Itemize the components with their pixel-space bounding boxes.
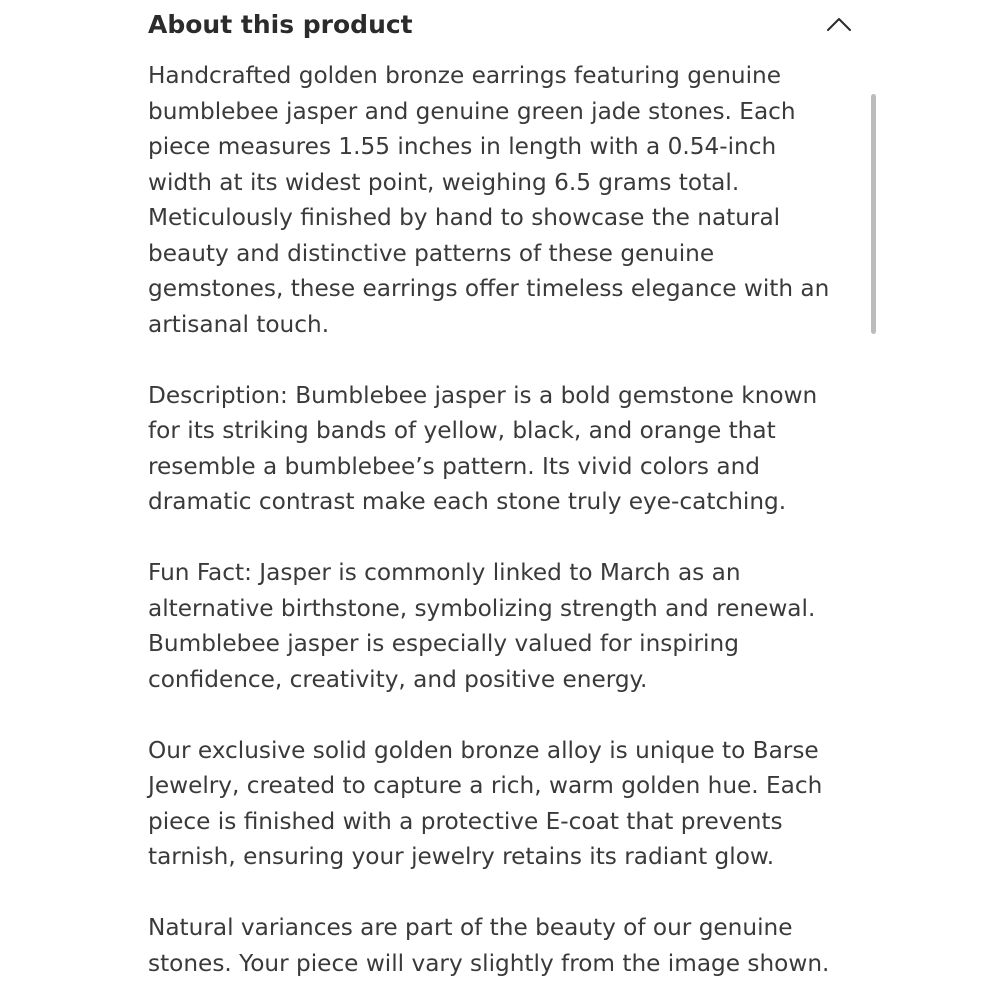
description-paragraph-intro: [148, 58, 858, 342]
paragraph-line: gemstones, these earrings offer timeless elegance with an: [148, 275, 830, 302]
paragraph-line: width at its widest point, weighing 6.5 grams total.: [148, 168, 740, 196]
paragraph-line: bumblebee jasper and genuine green jade stones. Each: [148, 97, 796, 125]
section-header[interactable]: [148, 6, 858, 46]
paragraph-line: Handcrafted golden bronze earrings featuring genuine: [148, 62, 781, 89]
paragraph-line: stones. Your piece will vary slightly from the image shown.: [148, 949, 830, 977]
collapse-toggle-button[interactable]: [824, 10, 854, 40]
paragraph-line: artisanal touch.: [148, 310, 330, 338]
paragraph-line: dramatic contrast make each stone truly eye-catching.: [148, 488, 787, 515]
description-paragraph-stone: [148, 378, 858, 520]
section-title: About this product: [148, 10, 413, 39]
paragraph-line: Jewelry, created to capture a rich, warm golden hue. Each: [148, 772, 823, 799]
description-paragraph-variance: [148, 910, 858, 981]
paragraph-line: Natural variances are part of the beauty of our genuine: [148, 914, 793, 941]
paragraph-line: for its striking bands of yellow, black, and orange that: [148, 417, 776, 444]
paragraph-line: Description: Bumblebee jasper is a bold gemstone known: [148, 381, 818, 409]
description-paragraph-alloy: [148, 733, 858, 875]
paragraph-line: piece is finished with a protective E-coat that prevents: [148, 807, 783, 835]
product-description: [148, 58, 858, 1000]
paragraph-line: tarnish, ensuring your jewelry retains its radiant glow.: [148, 843, 775, 870]
description-paragraph-fun-fact: [148, 555, 858, 697]
chevron-up-icon: [824, 10, 854, 40]
paragraph-line: alternative birthstone, symbolizing strength and renewal.: [148, 594, 816, 622]
paragraph-line: resemble a bumblebee’s pattern. Its vivid colors and: [148, 452, 761, 480]
paragraph-line: Our exclusive solid golden bronze alloy is unique to Barse: [148, 736, 819, 764]
paragraph-line: piece measures 1.55 inches in length with a 0.54-inch: [148, 133, 777, 160]
scrollbar-thumb[interactable]: [871, 94, 876, 334]
paragraph-line: Fun Fact: Jasper is commonly linked to March as an: [148, 559, 741, 586]
paragraph-line: beauty and distinctive patterns of these genuine: [148, 239, 715, 267]
paragraph-line: Bumblebee jasper is especially valued for inspiring: [148, 630, 739, 657]
paragraph-line: confidence, creativity, and positive energy.: [148, 665, 648, 693]
paragraph-line: Meticulously finished by hand to showcase the natural: [148, 204, 781, 231]
